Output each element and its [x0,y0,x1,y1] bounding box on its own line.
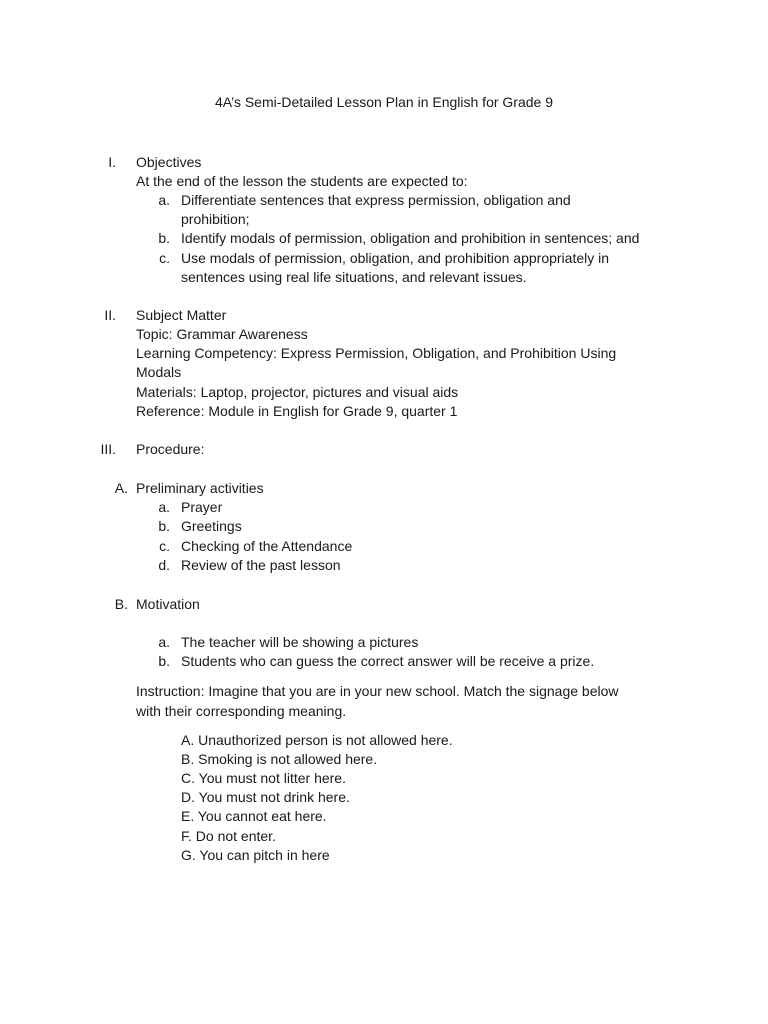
objective-item-a-line2: prohibition; [181,211,250,227]
choice-item: F. Do not enter. [181,828,276,844]
motivation-item-a: The teacher will be showing a pictures [181,634,419,650]
choice-item: C. You must not litter here. [181,770,346,786]
motivation-marker-b: b. [158,653,170,669]
objective-item-b-line1: Identify modals of permission, obligation and prohibition in sentences; and [181,230,640,246]
section-heading-objectives: Objectives [136,154,202,170]
objective-item-c-line1: Use modals of permission, obligation, and prohibition appropriately in [181,250,610,266]
choice-item: G. You can pitch in here [181,847,330,863]
preliminary-heading: Preliminary activities [136,480,264,496]
choice-item: B. Smoking is not allowed here. [181,751,378,767]
motivation-marker-a: a. [158,634,170,650]
preliminary-item-review: Review of the past lesson [181,557,341,573]
objective-item-c-line2: sentences using real life situations, and relevant issues. [181,269,527,285]
motivation-heading: Motivation [136,596,200,612]
subject-materials: Materials: Laptop, projector, pictures and visual aids [136,384,459,400]
preliminary-marker-b: b. [158,518,170,534]
preliminary-marker-c: c. [159,538,170,554]
objective-item-a-line1: Differentiate sentences that express permission, obligation and [181,192,571,208]
choice-item: E. You cannot eat here. [181,808,327,824]
preliminary-item-prayer: Prayer [181,499,223,515]
objective-marker-c: c. [159,250,170,266]
preliminary-item-attendance: Checking of the Attendance [181,538,353,554]
objective-marker-a: a. [158,192,170,208]
section-numeral-subject-matter: II. [104,307,116,323]
choice-item: D. You must not drink here. [181,789,350,805]
subject-competency-line1: Learning Competency: Express Permission, Obligation, and Prohibition Using [136,345,617,361]
procedure-marker-a: A. [114,480,128,496]
subject-topic: Topic: Grammar Awareness [136,326,308,342]
instruction-line2: with their corresponding meaning. [136,703,347,719]
subject-reference: Reference: Module in English for Grade 9, quarter 1 [136,403,458,419]
subject-competency-line2: Modals [136,364,182,380]
page-title: 4A’s Semi-Detailed Lesson Plan in English for Grade 9 [215,94,553,110]
section-heading-procedure: Procedure: [136,441,205,457]
objective-marker-b: b. [158,230,170,246]
motivation-item-b: Students who can guess the correct answer will be receive a prize. [181,653,595,669]
preliminary-marker-d: d. [158,557,170,573]
choice-item: A. Unauthorized person is not allowed here. [181,732,453,748]
instruction-line1: Instruction: Imagine that you are in your new school. Match the signage below [136,683,619,699]
section-heading-subject-matter: Subject Matter [136,307,227,323]
objectives-intro: At the end of the lesson the students are expected to: [136,173,468,189]
procedure-marker-b: B. [114,596,128,612]
section-numeral-objectives: I. [108,154,116,170]
preliminary-marker-a: a. [158,499,170,515]
section-numeral-procedure: III. [100,441,116,457]
preliminary-item-greetings: Greetings [181,518,242,534]
